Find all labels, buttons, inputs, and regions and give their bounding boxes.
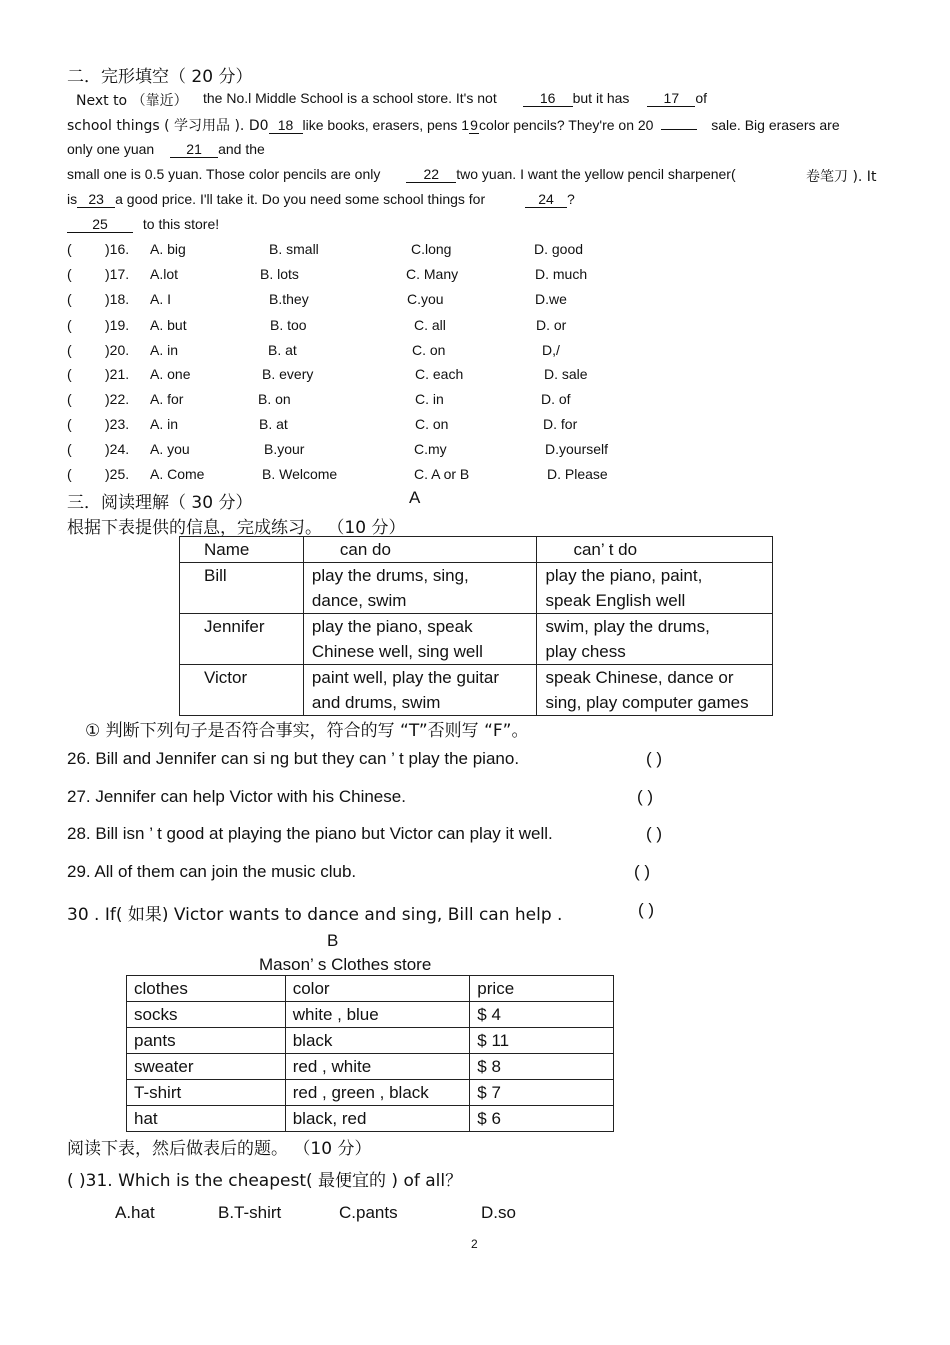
option-d[interactable]: D. sale bbox=[544, 366, 588, 382]
cell-line: play the piano, speak bbox=[311, 617, 473, 636]
cant-cell bbox=[537, 563, 773, 614]
page-number: 2 bbox=[471, 1237, 478, 1251]
table-header-row bbox=[180, 537, 773, 563]
passage-text: of bbox=[695, 90, 708, 106]
option-a[interactable]: A.lot bbox=[150, 266, 179, 282]
question-number: )25. bbox=[105, 466, 130, 482]
header-cell: clothes bbox=[127, 976, 286, 1002]
cell-line: speak Chinese, dance or bbox=[545, 668, 734, 687]
cant-cell bbox=[537, 614, 773, 665]
blank-23[interactable]: 23 bbox=[77, 191, 115, 208]
option-a[interactable]: A. in bbox=[150, 416, 179, 432]
question-number: )21. bbox=[105, 366, 130, 382]
option-b[interactable]: B. too bbox=[270, 317, 307, 333]
table-row bbox=[180, 614, 773, 665]
abilities-table bbox=[179, 536, 773, 716]
option-c[interactable]: C. A or B bbox=[414, 466, 470, 482]
tf-question: 26. Bill and Jennifer can si ng but they can ’ t play the piano. bbox=[67, 749, 520, 768]
passage-text: the No.l Middle School is a school store. It's not bbox=[203, 90, 497, 106]
question-31: ( )31. Which is the cheapest( 最便宜的 ) of all？ bbox=[67, 1171, 463, 1191]
option-b[interactable]: B. small bbox=[269, 241, 319, 257]
passage-text: to this store! bbox=[142, 216, 220, 232]
option-d[interactable]: D. for bbox=[543, 416, 578, 432]
section3-heading: 三．阅读理解（ 30 分） bbox=[67, 493, 253, 513]
option-b[interactable]: B. on bbox=[258, 391, 291, 407]
option-c[interactable]: C. all bbox=[414, 317, 446, 333]
option-b[interactable]: B. lots bbox=[260, 266, 299, 282]
answer-paren[interactable]: ( bbox=[67, 441, 72, 457]
table-header-row bbox=[127, 976, 614, 1002]
table-cell: black, red bbox=[285, 1106, 470, 1132]
option-c[interactable]: C.pants bbox=[339, 1203, 398, 1222]
table-row bbox=[127, 1106, 614, 1132]
question-number: )18. bbox=[105, 291, 130, 307]
table-cell: red , green , black bbox=[285, 1080, 470, 1106]
passage-text: ? bbox=[567, 191, 575, 207]
option-d[interactable]: D. much bbox=[535, 266, 588, 282]
table-cell: sweater bbox=[127, 1054, 286, 1080]
blank-22[interactable]: 22 bbox=[406, 166, 456, 183]
option-b[interactable]: B.your bbox=[264, 441, 305, 457]
table-cell: red , white bbox=[285, 1054, 470, 1080]
option-c[interactable]: C. on bbox=[412, 342, 446, 358]
blank-24[interactable]: 24 bbox=[525, 191, 567, 208]
header-cell: can’ t do bbox=[537, 537, 773, 563]
blank-17[interactable]: 17 bbox=[647, 90, 695, 107]
option-d[interactable]: D. Please bbox=[547, 466, 608, 482]
question-number: )23. bbox=[105, 416, 130, 432]
blank-25[interactable]: 25 bbox=[67, 216, 133, 233]
cell-line: play the drums, sing, bbox=[311, 566, 469, 585]
passage-text: small one is 0.5 yuan. Those color pencils are only bbox=[67, 166, 381, 182]
option-d[interactable]: D,/ bbox=[542, 342, 560, 358]
passage-text: Next to （靠近） bbox=[76, 93, 188, 109]
table-cell: $ 11 bbox=[470, 1028, 614, 1054]
cell-line: dance, swim bbox=[311, 591, 407, 610]
option-d[interactable]: D. good bbox=[534, 241, 584, 257]
table-row bbox=[127, 1028, 614, 1054]
option-d[interactable]: D.so bbox=[481, 1203, 516, 1222]
table-cell: pants bbox=[127, 1028, 286, 1054]
option-d[interactable]: D.we bbox=[535, 291, 567, 307]
blank-19[interactable]: 9 bbox=[470, 117, 478, 133]
blank-20[interactable] bbox=[661, 129, 697, 130]
answer-paren[interactable]: ( bbox=[67, 266, 72, 282]
tf-question: 30 . If( 如果) Victor wants to dance and sing, Bill can help . bbox=[67, 905, 563, 925]
option-a[interactable]: A. you bbox=[150, 441, 190, 457]
instruction-a: 根据下表提供的信息，完成练习。 （10 分） bbox=[67, 518, 406, 538]
part-b-label: B bbox=[327, 931, 339, 950]
option-a[interactable]: A. I bbox=[150, 291, 172, 307]
tf-instruction: ① 判断下列句子是否符合事实，符合的写 “T”否则写 “F”。 bbox=[85, 721, 529, 741]
blank-21[interactable]: 21 bbox=[170, 141, 218, 158]
passage-text: 卷笔刀 ). It bbox=[806, 169, 877, 185]
passage-text: but it has bbox=[572, 90, 630, 106]
answer-paren[interactable]: ( bbox=[67, 342, 72, 358]
passage-text: and the bbox=[218, 141, 265, 157]
option-a[interactable]: A. for bbox=[150, 391, 184, 407]
table-cell: T-shirt bbox=[127, 1080, 286, 1106]
answer-paren[interactable]: ( bbox=[67, 291, 72, 307]
option-a[interactable]: A.hat bbox=[115, 1203, 155, 1222]
table-cell: $ 8 bbox=[470, 1054, 614, 1080]
option-d[interactable]: D. or bbox=[536, 317, 567, 333]
option-b[interactable]: B. at bbox=[268, 342, 297, 358]
option-b[interactable]: B. every bbox=[262, 366, 314, 382]
tf-question: 28. Bill isn ’ t good at playing the piano but Victor can play it well. bbox=[67, 824, 553, 843]
answer-paren[interactable]: ( ) bbox=[637, 787, 654, 806]
table-row bbox=[180, 665, 773, 716]
table-row bbox=[127, 1080, 614, 1106]
header-cell: Name bbox=[180, 537, 304, 563]
option-c[interactable]: C. on bbox=[415, 416, 449, 432]
section2-heading: 二．完形填空（ 20 分） bbox=[67, 67, 253, 87]
cell-line: swim, play the drums, bbox=[545, 617, 710, 636]
tf-question: 27. Jennifer can help Victor with his Chinese. bbox=[67, 787, 406, 806]
cell-line: sing, play computer games bbox=[545, 693, 749, 712]
name-cell: Jennifer bbox=[180, 614, 304, 665]
answer-paren[interactable]: ( bbox=[67, 241, 72, 257]
table-cell: $ 6 bbox=[470, 1106, 614, 1132]
passage-text: sale. Big erasers are bbox=[711, 117, 840, 133]
option-a[interactable]: A. big bbox=[150, 241, 186, 257]
cell-line: Chinese well, sing well bbox=[311, 642, 483, 661]
option-c[interactable]: C. in bbox=[415, 391, 444, 407]
table-cell: black bbox=[285, 1028, 470, 1054]
option-c[interactable]: C. each bbox=[415, 366, 464, 382]
question-number: )17. bbox=[105, 266, 130, 282]
question-number: )16. bbox=[105, 241, 130, 257]
blank-16[interactable]: 16 bbox=[523, 90, 573, 107]
option-c[interactable]: C.long bbox=[411, 241, 452, 257]
option-a[interactable]: A. but bbox=[150, 317, 187, 333]
option-c[interactable]: C.my bbox=[414, 441, 447, 457]
passage-text: a good price. I'll take it. Do you need some school things for bbox=[115, 191, 486, 207]
question-number: )22. bbox=[105, 391, 130, 407]
header-cell: color bbox=[285, 976, 470, 1002]
can-cell bbox=[303, 563, 537, 614]
option-b[interactable]: B.they bbox=[269, 291, 309, 307]
table-row bbox=[127, 1002, 614, 1028]
name-cell: Bill bbox=[180, 563, 304, 614]
blank-18[interactable]: 18 bbox=[269, 117, 303, 134]
table-cell: hat bbox=[127, 1106, 286, 1132]
question-number: )20. bbox=[105, 342, 130, 358]
option-a[interactable]: A. one bbox=[150, 366, 191, 382]
answer-paren[interactable]: ( ) bbox=[646, 824, 663, 843]
option-a[interactable]: A. Come bbox=[150, 466, 205, 482]
passage-text: two yuan. I want the yellow pencil sharpener( bbox=[456, 166, 736, 182]
answer-paren[interactable]: ( bbox=[67, 416, 72, 432]
answer-paren[interactable]: ( bbox=[67, 466, 72, 482]
option-c[interactable]: C.you bbox=[407, 291, 444, 307]
passage-text: color pencils? They're on 20 bbox=[479, 117, 654, 133]
header-cell: price bbox=[470, 976, 614, 1002]
passage-text: like books, erasers, pens 1 bbox=[302, 117, 470, 133]
store-title: Mason’ s Clothes store bbox=[259, 955, 432, 974]
cell-line: speak English well bbox=[545, 591, 686, 610]
answer-paren[interactable]: ( ) bbox=[634, 862, 651, 881]
answer-paren[interactable]: ( bbox=[67, 366, 72, 382]
instruction-b: 阅读下表，然后做表后的题。 （10 分） bbox=[67, 1139, 372, 1159]
option-d[interactable]: D.yourself bbox=[545, 441, 609, 457]
header-cell: can do bbox=[303, 537, 537, 563]
table-cell: $ 4 bbox=[470, 1002, 614, 1028]
table-cell: white , blue bbox=[285, 1002, 470, 1028]
can-cell bbox=[303, 665, 537, 716]
passage-text: school things ( 学习用品 ). D0 bbox=[67, 118, 269, 134]
question-number: )19. bbox=[105, 317, 130, 333]
option-b[interactable]: B. at bbox=[259, 416, 288, 432]
table-cell: socks bbox=[127, 1002, 286, 1028]
name-cell: Victor bbox=[180, 665, 304, 716]
part-a-label: A bbox=[409, 488, 421, 507]
question-number: )24. bbox=[105, 441, 130, 457]
option-b[interactable]: B.T-shirt bbox=[218, 1203, 282, 1222]
passage-text: is bbox=[67, 191, 78, 207]
can-cell bbox=[303, 614, 537, 665]
answer-paren[interactable]: ( bbox=[67, 317, 72, 333]
option-c[interactable]: C. Many bbox=[406, 266, 459, 282]
table-row bbox=[180, 563, 773, 614]
cell-line: and drums, swim bbox=[311, 693, 441, 712]
answer-paren[interactable]: ( ) bbox=[638, 900, 655, 919]
clothes-table bbox=[126, 975, 614, 1132]
cell-line: play the piano, paint, bbox=[545, 566, 703, 585]
answer-paren[interactable]: ( bbox=[67, 391, 72, 407]
passage-text: only one yuan bbox=[67, 141, 155, 157]
cell-line: play chess bbox=[545, 642, 626, 661]
table-row bbox=[127, 1054, 614, 1080]
option-b[interactable]: B. Welcome bbox=[262, 466, 338, 482]
tf-question: 29. All of them can join the music club. bbox=[67, 862, 357, 881]
answer-paren[interactable]: ( ) bbox=[646, 749, 663, 768]
table-cell: $ 7 bbox=[470, 1080, 614, 1106]
cell-line: paint well, play the guitar bbox=[311, 668, 500, 687]
cant-cell bbox=[537, 665, 773, 716]
option-d[interactable]: D. of bbox=[541, 391, 571, 407]
option-a[interactable]: A. in bbox=[150, 342, 179, 358]
